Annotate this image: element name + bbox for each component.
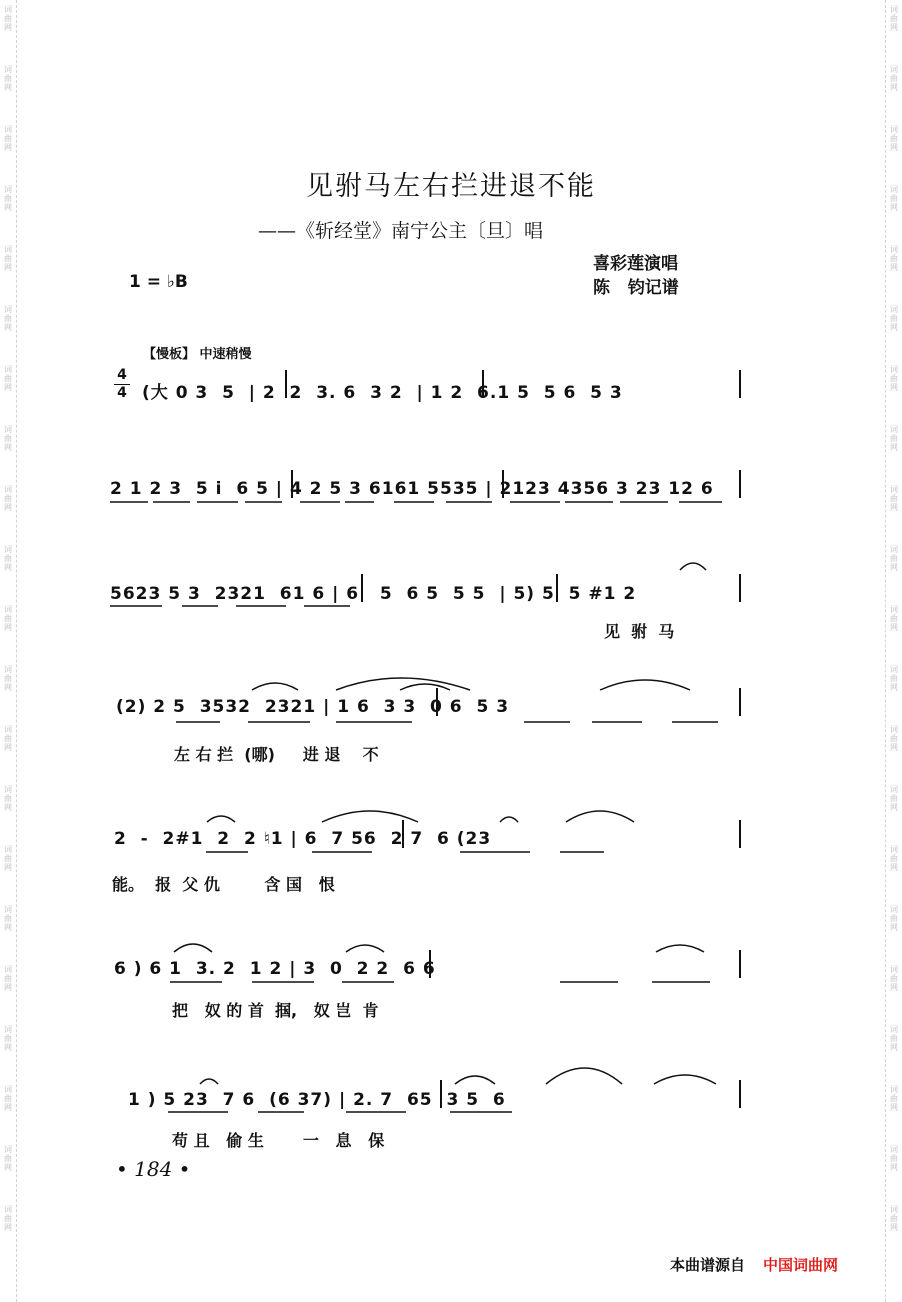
watermark-glyph: 曲 xyxy=(4,734,12,743)
watermark-glyph: 词 xyxy=(890,1085,898,1094)
watermark-glyph: 曲 xyxy=(890,134,898,143)
watermark-glyph: 网 xyxy=(4,1223,12,1232)
watermark-glyph: 网 xyxy=(4,83,12,92)
watermark-glyph: 网 xyxy=(4,383,12,392)
lyric-line-6: 把 奴 的 首 掴, 奴 岂 肯 xyxy=(172,1001,379,1020)
watermark-glyph: 网 xyxy=(4,503,12,512)
lyric-line-4: 左 右 拦 (哪) 进 退 不 xyxy=(174,745,379,764)
watermark-glyph: 词 xyxy=(890,545,898,554)
staff-notes: 2 1 2 3 5 i 6 5 | 4 2 5 3 6161 5535 | 2123 4356 3 23 12 6 xyxy=(110,479,714,499)
watermark-glyph: 词 xyxy=(890,305,898,314)
transcriber-credit: 陈 钧记谱 xyxy=(593,278,679,298)
time-signature-bottom: 4 xyxy=(117,385,127,401)
watermark-glyph: 曲 xyxy=(4,1094,12,1103)
watermark-glyph: 词 xyxy=(4,245,12,254)
watermark-glyph: 曲 xyxy=(4,434,12,443)
watermark-glyph: 曲 xyxy=(4,314,12,323)
watermark-glyph: 词 xyxy=(890,425,898,434)
time-signature-top: 4 xyxy=(117,367,127,383)
watermark-glyph: 词 xyxy=(890,1025,898,1034)
song-subtitle: ——《斩经堂》南宁公主〔旦〕唱 xyxy=(258,220,544,242)
watermark-glyph: 词 xyxy=(4,1025,12,1034)
watermark-glyph: 网 xyxy=(890,863,898,872)
watermark-glyph: 网 xyxy=(890,1163,898,1172)
watermark-glyph: 曲 xyxy=(4,674,12,683)
watermark-glyph: 曲 xyxy=(890,74,898,83)
watermark-glyph: 曲 xyxy=(4,794,12,803)
watermark-glyph: 词 xyxy=(4,5,12,14)
watermark-glyph: 网 xyxy=(890,323,898,332)
watermark-glyph: 曲 xyxy=(890,674,898,683)
watermark-glyph: 曲 xyxy=(4,14,12,23)
watermark-glyph: 词 xyxy=(890,1205,898,1214)
watermark-glyph: 网 xyxy=(890,1043,898,1052)
watermark-glyph: 网 xyxy=(890,683,898,692)
watermark-glyph: 词 xyxy=(890,665,898,674)
watermark-glyph: 曲 xyxy=(890,914,898,923)
watermark-glyph: 词 xyxy=(890,65,898,74)
watermark-glyph: 词 xyxy=(890,5,898,14)
watermark-glyph: 网 xyxy=(890,923,898,932)
lyric-line-5: 能。 报 父 仇 含 国 恨 xyxy=(112,875,335,894)
watermark-glyph: 曲 xyxy=(890,794,898,803)
watermark-glyph: 词 xyxy=(4,545,12,554)
watermark-glyph: 网 xyxy=(890,443,898,452)
watermark-glyph: 曲 xyxy=(4,974,12,983)
watermark-glyph: 网 xyxy=(4,263,12,272)
watermark-glyph: 曲 xyxy=(4,374,12,383)
watermark-glyph: 网 xyxy=(890,143,898,152)
watermark-glyph: 曲 xyxy=(4,254,12,263)
watermark-glyph: 曲 xyxy=(4,134,12,143)
watermark-glyph: 网 xyxy=(4,1163,12,1172)
singer-credit: 喜彩莲演唱 xyxy=(593,254,678,274)
source-footer xyxy=(670,1254,838,1275)
watermark-glyph: 词 xyxy=(4,365,12,374)
page-number: • 184 • xyxy=(116,1157,191,1181)
watermark-glyph: 曲 xyxy=(4,1154,12,1163)
watermark-glyph: 网 xyxy=(890,1103,898,1112)
watermark-glyph: 网 xyxy=(890,383,898,392)
watermark-glyph: 词 xyxy=(4,125,12,134)
watermark-glyph: 曲 xyxy=(890,1094,898,1103)
watermark-glyph: 曲 xyxy=(4,554,12,563)
watermark-glyph: 网 xyxy=(4,23,12,32)
watermark-glyph: 词 xyxy=(890,965,898,974)
song-title: 见驸马左右拦进退不能 xyxy=(306,171,596,202)
watermark-glyph: 曲 xyxy=(4,914,12,923)
watermark-glyph: 网 xyxy=(4,623,12,632)
watermark-glyph: 词 xyxy=(4,845,12,854)
source-label: 本曲谱源自 xyxy=(670,1256,746,1274)
watermark-glyph: 词 xyxy=(890,185,898,194)
site-name: 中国词曲网 xyxy=(763,1256,839,1274)
watermark-glyph: 曲 xyxy=(890,1034,898,1043)
watermark-glyph: 网 xyxy=(890,203,898,212)
watermark-glyph: 词 xyxy=(4,185,12,194)
watermark-glyph: 曲 xyxy=(890,1154,898,1163)
watermark-glyph: 曲 xyxy=(890,974,898,983)
lyric-line-7: 苟 且 偷 生 一 息 保 xyxy=(172,1131,385,1150)
watermark-glyph: 曲 xyxy=(890,554,898,563)
watermark-glyph: 网 xyxy=(4,1043,12,1052)
watermark-glyph: 网 xyxy=(4,563,12,572)
watermark-glyph: 曲 xyxy=(890,614,898,623)
watermark-glyph: 词 xyxy=(4,725,12,734)
watermark-glyph: 词 xyxy=(890,365,898,374)
watermark-glyph: 网 xyxy=(890,23,898,32)
watermark-glyph: 网 xyxy=(4,1103,12,1112)
tempo-marking: 【慢板】 中速稍慢 xyxy=(143,347,252,362)
watermark-glyph: 词 xyxy=(4,785,12,794)
watermark-glyph: 网 xyxy=(4,203,12,212)
watermark-glyph: 词 xyxy=(4,1085,12,1094)
watermark-glyph: 曲 xyxy=(890,254,898,263)
watermark-glyph: 词 xyxy=(890,125,898,134)
watermark-glyph: 词 xyxy=(890,905,898,914)
watermark-glyph: 网 xyxy=(4,743,12,752)
watermark-glyph: 网 xyxy=(890,803,898,812)
watermark-glyph: 词 xyxy=(4,605,12,614)
watermark-glyph: 曲 xyxy=(4,614,12,623)
watermark-glyph: 曲 xyxy=(890,434,898,443)
watermark-glyph: 词 xyxy=(890,845,898,854)
watermark-glyph: 词 xyxy=(4,425,12,434)
watermark-glyph: 网 xyxy=(4,683,12,692)
staff-notes: 1 ) 5 23 7 6 (6 37) | 2. 7 65 3 5 6 xyxy=(128,1090,506,1110)
watermark-glyph: 词 xyxy=(890,1145,898,1154)
watermark-glyph: 词 xyxy=(4,485,12,494)
watermark-glyph: 词 xyxy=(4,305,12,314)
watermark-glyph: 网 xyxy=(4,323,12,332)
watermark-glyph: 曲 xyxy=(890,14,898,23)
watermark-glyph: 网 xyxy=(4,983,12,992)
watermark-glyph: 词 xyxy=(890,485,898,494)
watermark-glyph: 曲 xyxy=(4,1034,12,1043)
watermark-glyph: 曲 xyxy=(4,854,12,863)
watermark-glyph: 网 xyxy=(890,503,898,512)
watermark-glyph: 曲 xyxy=(890,854,898,863)
watermark-glyph: 词 xyxy=(890,245,898,254)
watermark-glyph: 网 xyxy=(890,263,898,272)
watermark-glyph: 曲 xyxy=(4,494,12,503)
watermark-glyph: 曲 xyxy=(890,734,898,743)
watermark-glyph: 网 xyxy=(890,83,898,92)
watermark-glyph: 网 xyxy=(4,803,12,812)
watermark-glyph: 网 xyxy=(890,623,898,632)
watermark-glyph: 曲 xyxy=(890,1214,898,1223)
staff-notes: 5623 5 3 2321 61 6 | 6 5 6 5 5 5 | 5) 5 5 #1 2 xyxy=(110,584,637,604)
watermark-glyph: 词 xyxy=(4,665,12,674)
watermark-glyph: 词 xyxy=(4,905,12,914)
staff-notes: 2 - 2#1 2 2 ♮1 | 6 7 56 2 7 6 (23 xyxy=(114,829,492,849)
staff-notes: (2) 2 5 3532 2321 | 1 6 3 3 0 6 5 3 xyxy=(116,697,510,717)
watermark-glyph: 网 xyxy=(890,563,898,572)
watermark-glyph: 曲 xyxy=(890,194,898,203)
watermark-glyph: 词 xyxy=(890,725,898,734)
watermark-glyph: 词 xyxy=(890,785,898,794)
staff-notes: 6 ) 6 1 3. 2 1 2 | 3 0 2 2 6 6 xyxy=(114,959,436,979)
watermark-glyph: 词 xyxy=(4,965,12,974)
watermark-glyph: 网 xyxy=(4,443,12,452)
watermark-glyph: 网 xyxy=(4,143,12,152)
watermark-glyph: 词 xyxy=(4,1145,12,1154)
watermark-glyph: 曲 xyxy=(4,74,12,83)
watermark-glyph: 曲 xyxy=(890,494,898,503)
watermark-glyph: 网 xyxy=(4,863,12,872)
watermark-glyph: 曲 xyxy=(890,314,898,323)
watermark-glyph: 网 xyxy=(890,743,898,752)
watermark-glyph: 曲 xyxy=(890,374,898,383)
watermark-glyph: 网 xyxy=(890,1223,898,1232)
key-signature: 1 = ♭B xyxy=(129,272,188,292)
watermark-glyph: 曲 xyxy=(4,1214,12,1223)
lyric-line-3: 见 驸 马 xyxy=(604,622,675,641)
watermark-glyph: 词 xyxy=(4,1205,12,1214)
watermark-glyph: 词 xyxy=(4,65,12,74)
staff-notes: (大 0 3 5 | 2 2 3. 6 3 2 | 1 2 6.1 5 5 6 5 3 xyxy=(142,383,623,403)
watermark-glyph: 网 xyxy=(890,983,898,992)
watermark-glyph: 词 xyxy=(890,605,898,614)
watermark-glyph: 网 xyxy=(4,923,12,932)
watermark-glyph: 曲 xyxy=(4,194,12,203)
